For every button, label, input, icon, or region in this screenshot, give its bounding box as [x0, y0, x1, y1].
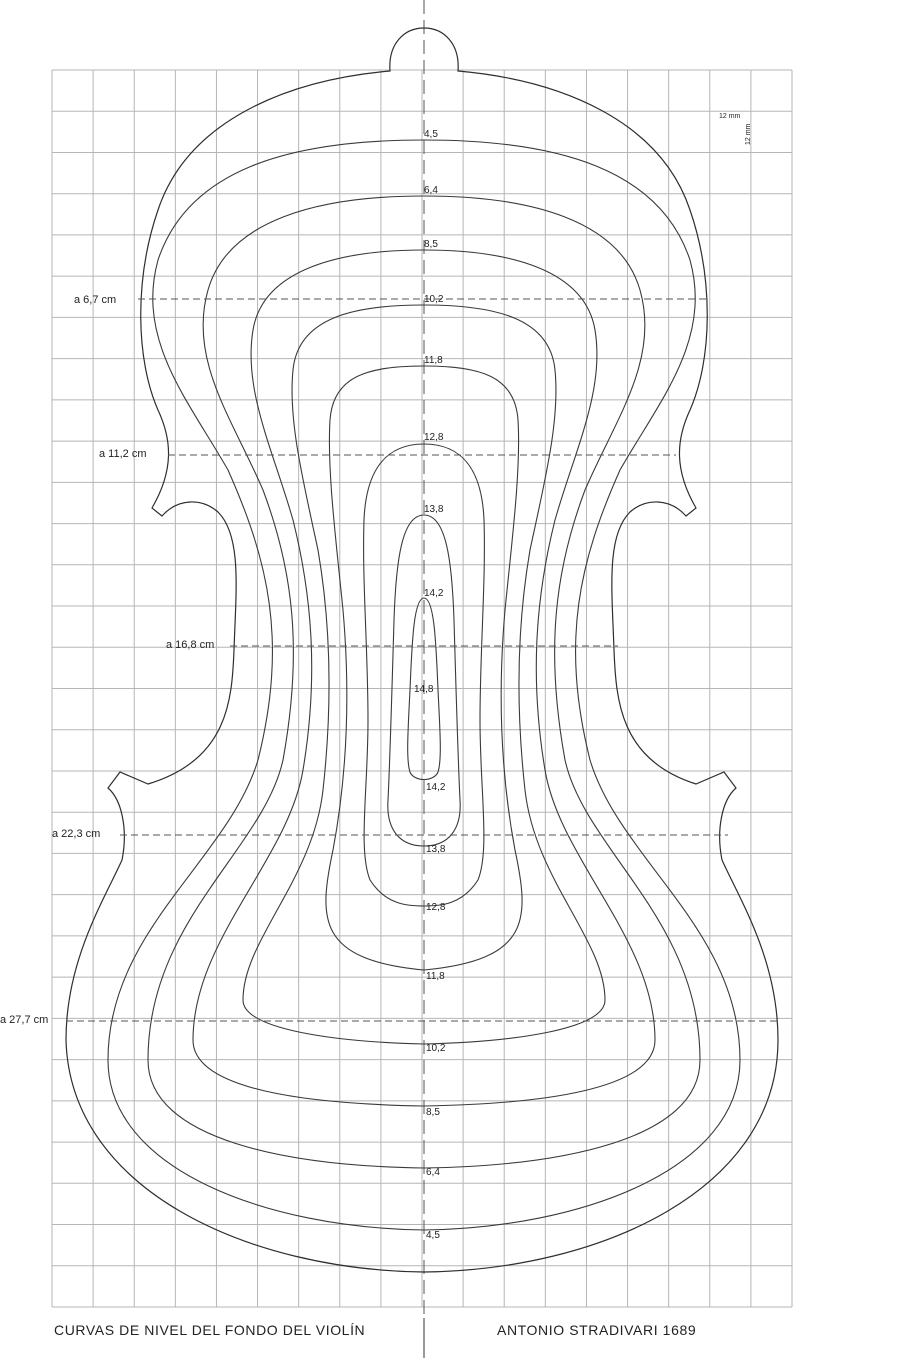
section-label-11-2: a 11,2 cm — [99, 448, 147, 460]
grid-size-note-vertical: 12 mm — [745, 123, 752, 145]
height-label-lower-6-4: 6,4 — [426, 1167, 440, 1178]
height-label-upper-12-8: 12,8 — [424, 432, 444, 443]
height-label-lower-11-8: 11,8 — [426, 971, 445, 982]
height-label-upper-10-2: 10,2 — [424, 294, 444, 305]
height-label-upper-6-4: 6,4 — [424, 185, 438, 196]
height-label-upper-4-5: 4,5 — [424, 129, 438, 140]
diagram-title: CURVAS DE NIVEL DEL FONDO DEL VIOLÍN — [54, 1322, 366, 1338]
section-label-16-8: a 16,8 cm — [166, 639, 215, 651]
section-label-6-7: a 6,7 cm — [74, 294, 117, 306]
height-label-upper-14-2: 14,2 — [424, 588, 444, 599]
height-label-lower-13-8: 13,8 — [426, 844, 446, 855]
section-label-27-7: a 27,7 cm — [0, 1014, 49, 1026]
height-label-upper-11-8: 11,8 — [424, 355, 443, 366]
height-label-lower-10-2: 10,2 — [426, 1043, 446, 1054]
section-label-22-3: a 22,3 cm — [52, 828, 101, 840]
peak-height-label: 14,8 — [414, 684, 434, 695]
grid-size-note-horizontal: 12 mm — [719, 113, 741, 120]
height-label-lower-8-5: 8,5 — [426, 1107, 440, 1118]
height-label-upper-13-8: 13,8 — [424, 504, 444, 515]
height-label-lower-14-2: 14,2 — [426, 782, 446, 793]
height-label-lower-4-5: 4,5 — [426, 1230, 440, 1241]
height-label-lower-12-8: 12,8 — [426, 902, 446, 913]
author-date: ANTONIO STRADIVARI 1689 — [497, 1322, 697, 1338]
height-label-upper-8-5: 8,5 — [424, 239, 438, 250]
